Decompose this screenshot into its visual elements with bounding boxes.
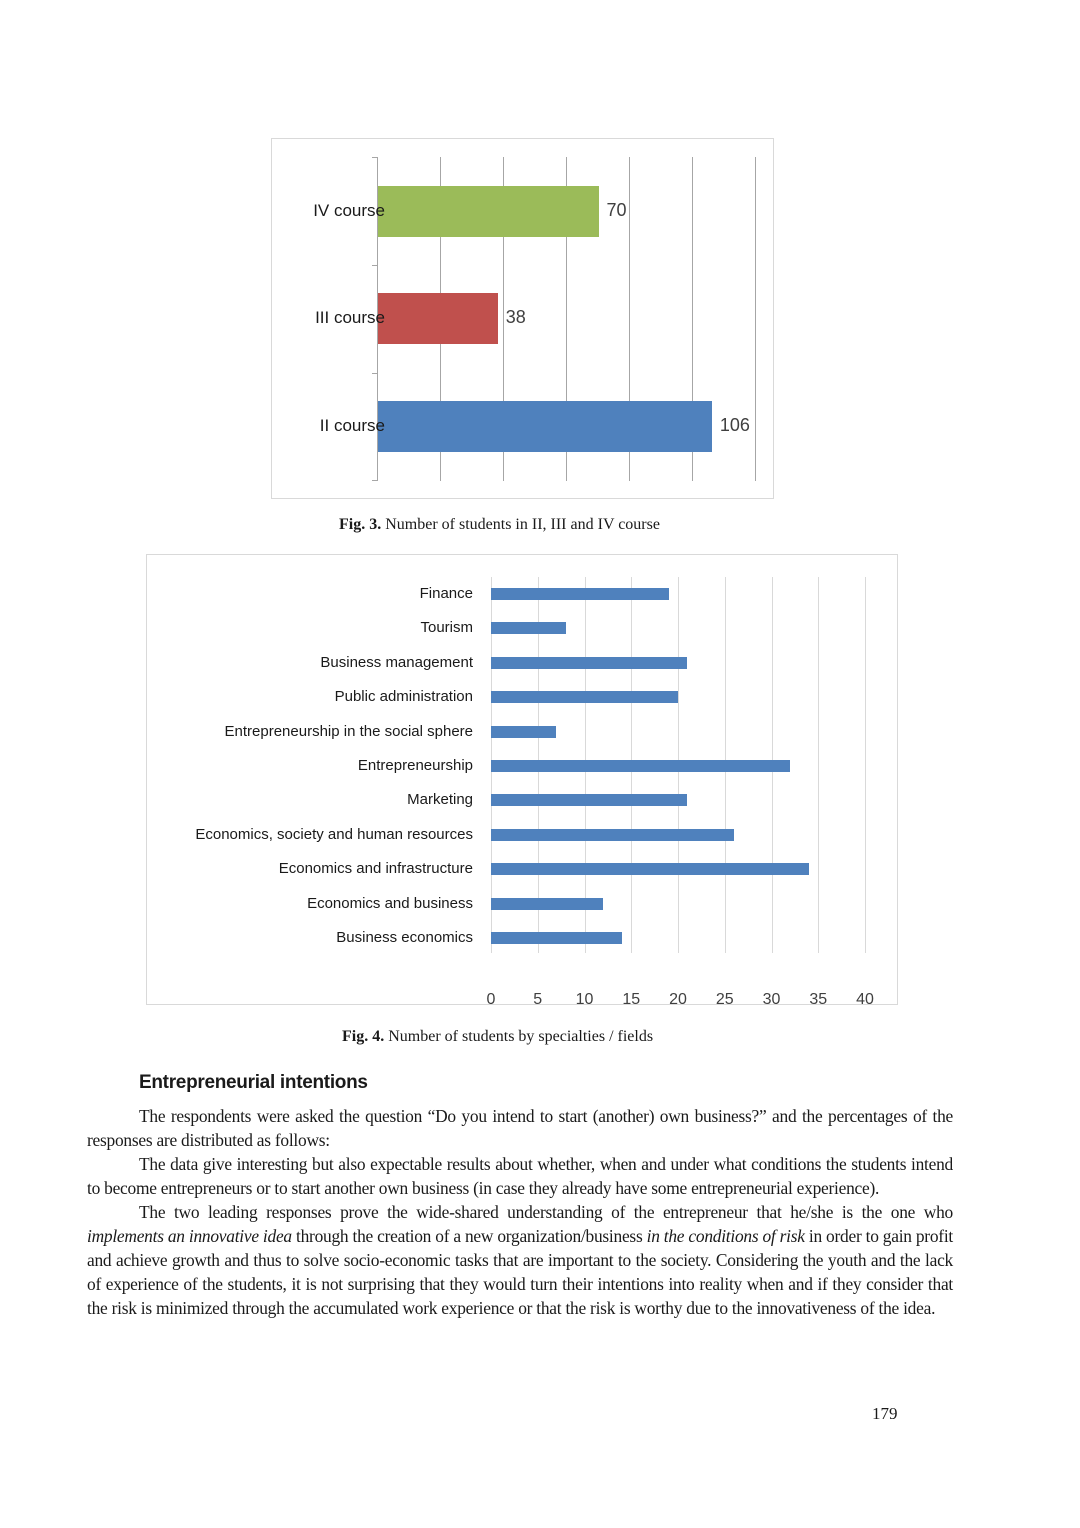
fig4-bar bbox=[491, 588, 669, 600]
fig3-category-label: IV course bbox=[313, 201, 385, 220]
fig4-x-tick-label: 0 bbox=[486, 991, 496, 1008]
fig4-caption-text: Number of students by specialties / fields bbox=[384, 1028, 654, 1045]
fig4-x-tick-label: 35 bbox=[809, 991, 828, 1008]
fig3-bar-value-label: 70 bbox=[606, 200, 627, 220]
fig3-caption-text: Number of students in II, III and IV course bbox=[381, 516, 660, 533]
fig3-bar bbox=[378, 186, 599, 237]
paragraph-text: The respondents were asked the question “Do you intend to start (another) own business?” and the percentages of the responses are distributed as follows: bbox=[87, 1106, 953, 1150]
fig4-bar bbox=[491, 898, 603, 910]
fig4-bar bbox=[491, 794, 687, 806]
fig4-category-label: Marketing bbox=[407, 791, 473, 809]
body-text bbox=[87, 1104, 953, 1320]
fig4-x-tick-label: 20 bbox=[669, 991, 687, 1008]
fig4-plot-area bbox=[486, 577, 874, 1008]
fig4-bar bbox=[491, 726, 556, 738]
paragraph-text: The two leading responses prove the wide-shared understanding of the entrepreneur that he/she is the one who bbox=[139, 1202, 953, 1222]
fig3-caption-label: Fig. 3. bbox=[339, 516, 382, 533]
fig3-axis-tick bbox=[372, 480, 377, 481]
emphasis-text: in the conditions of risk bbox=[646, 1226, 805, 1246]
fig4-category-label: Economics and infrastructure bbox=[278, 860, 473, 878]
emphasis-text: implements an innovative idea bbox=[87, 1226, 292, 1246]
fig4-bar bbox=[491, 657, 687, 669]
paragraph-text: The data give interesting but also expectable results about whether, when and under what conditions the students intend to become entrepreneurs or to start another own business (in case they already have some entrepreneurial experience). bbox=[87, 1154, 953, 1198]
figure-3-caption bbox=[339, 516, 660, 534]
fig3-axis-tick bbox=[372, 157, 377, 158]
fig4-category-label: Economics and business bbox=[307, 894, 473, 912]
page-number: 179 bbox=[872, 1404, 898, 1423]
fig4-x-tick-label: 5 bbox=[533, 991, 543, 1008]
fig4-category-label: Economics, society and human resources bbox=[195, 825, 473, 843]
fig4-bar bbox=[491, 829, 734, 841]
paragraph-text: through the creation of a new organization/business bbox=[291, 1226, 647, 1246]
fig4-category-label: Business economics bbox=[336, 929, 473, 946]
fig4-bar bbox=[491, 863, 809, 875]
fig4-category-label: Public administration bbox=[334, 688, 473, 706]
fig4-bar bbox=[491, 622, 566, 634]
paragraph-text: in order to gain profit and achieve growth and thus to solve socio-economic tasks that are important to the society. Considering the youth and the lack of experience of the students, it is not surprising that they would turn their intentions into reality when and if they consider that the risk is minimized through the accumulated work experience or that the risk is worthy due to the innovativeness of the idea. bbox=[87, 1226, 953, 1318]
fig4-category-label: Entrepreneurship in the social sphere bbox=[224, 722, 473, 740]
fig3-category-label: III course bbox=[315, 308, 385, 327]
fig4-gridline bbox=[865, 577, 866, 953]
fig4-gridline bbox=[818, 577, 819, 953]
fig3-bar bbox=[378, 293, 498, 344]
fig3-category-label: II course bbox=[319, 416, 385, 435]
fig3-bar-value-label: 106 bbox=[719, 415, 750, 435]
fig3-plot-area bbox=[377, 157, 755, 481]
body-paragraph bbox=[87, 1104, 953, 1152]
fig3-bar-value-label: 38 bbox=[505, 307, 526, 327]
fig4-caption-label: Fig. 4. bbox=[342, 1028, 385, 1045]
fig4-x-tick-label: 30 bbox=[762, 991, 781, 1008]
fig4-category-label: Tourism bbox=[420, 619, 473, 637]
fig4-bar bbox=[491, 691, 678, 703]
fig3-axis-tick bbox=[372, 265, 377, 266]
section-heading: Entrepreneurial intentions bbox=[139, 1072, 368, 1093]
fig3-axis-tick bbox=[372, 373, 377, 374]
fig4-bar bbox=[491, 760, 790, 772]
fig4-category-label: Business management bbox=[320, 653, 473, 671]
fig4-x-tick-label: 10 bbox=[575, 991, 594, 1008]
fig4-category-label: Finance bbox=[419, 585, 473, 602]
fig4-x-tick-label: 15 bbox=[622, 991, 641, 1008]
fig4-x-tick-label: 25 bbox=[715, 991, 734, 1008]
fig3-bar bbox=[378, 401, 712, 452]
body-paragraph bbox=[87, 1200, 953, 1320]
body-paragraph bbox=[87, 1152, 953, 1200]
figure-4-caption bbox=[342, 1028, 653, 1046]
figure-3-chart bbox=[271, 138, 774, 499]
fig4-category-label: Entrepreneurship bbox=[357, 757, 473, 774]
fig4-x-tick-label: 40 bbox=[856, 991, 874, 1008]
fig4-bar bbox=[491, 932, 622, 944]
fig3-gridline bbox=[755, 157, 756, 481]
figure-4-chart bbox=[146, 554, 898, 1008]
